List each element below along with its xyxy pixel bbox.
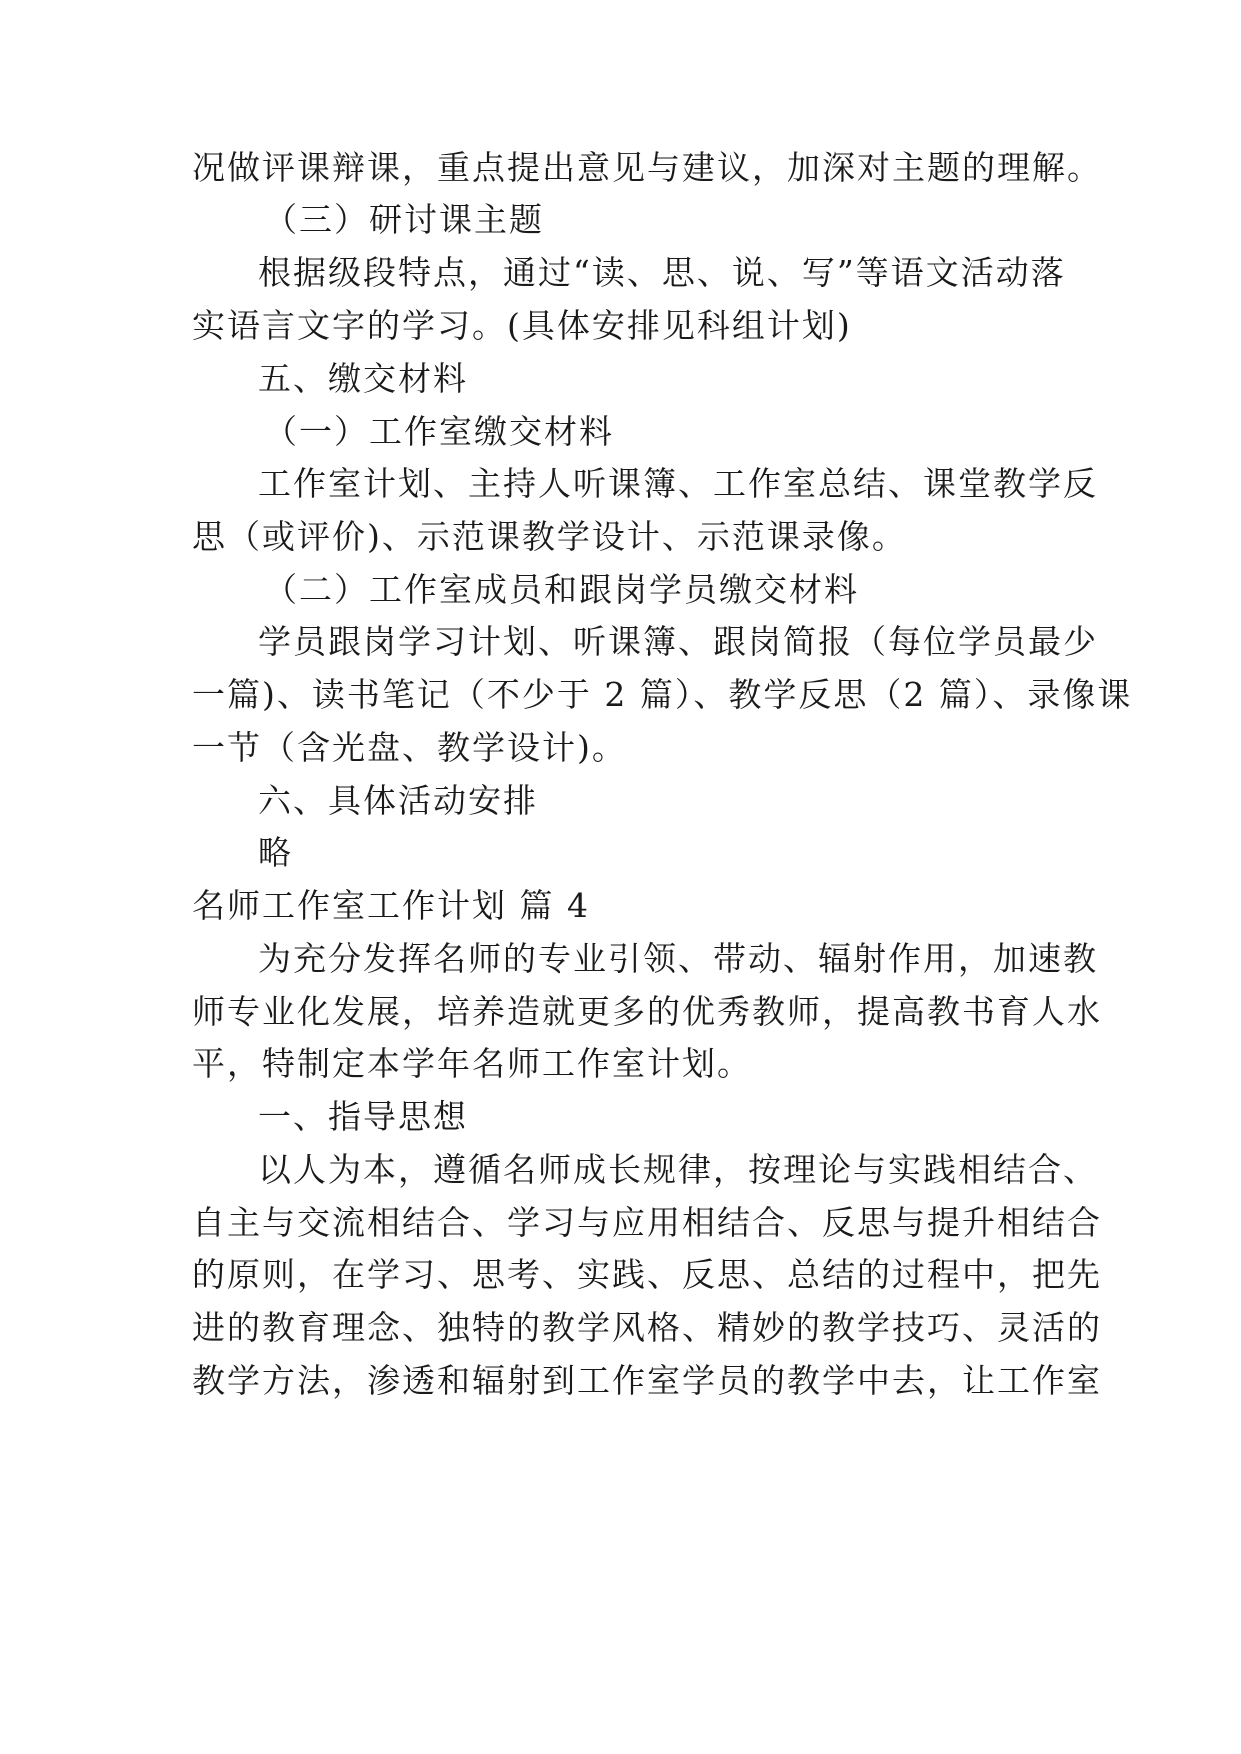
body-text-line: 实语言文字的学习。(具体安排见科组计划) <box>192 306 852 345</box>
body-text-line: 学员跟岗学习计划、听课簿、跟岗简报（每位学员最少 <box>258 622 1098 661</box>
body-text-line: 一节（含光盘、教学设计)。 <box>192 728 627 767</box>
subsection-heading: （一）工作室缴交材料 <box>264 412 614 451</box>
body-text-line: 为充分发挥名师的专业引领、带动、辐射作用，加速教 <box>258 939 1098 978</box>
body-text-line: 略 <box>258 833 293 872</box>
body-text-line: 平，特制定本学年名师工作室计划。 <box>192 1044 752 1083</box>
body-text-line: 思（或评价)、示范课教学设计、示范课录像。 <box>192 517 907 556</box>
body-text-line: 工作室计划、主持人听课簿、工作室总结、课堂教学反 <box>258 464 1098 503</box>
body-text-line: 自主与交流相结合、学习与应用相结合、反思与提升相结合 <box>192 1203 1102 1242</box>
body-text-line: 一篇)、读书笔记（不少于 2 篇）、教学反思（2 篇）、录像课 <box>192 675 1133 714</box>
article-title: 名师工作室工作计划 篇 4 <box>192 886 590 925</box>
section-heading: 五、缴交材料 <box>258 359 468 398</box>
subsection-heading: （二）工作室成员和跟岗学员缴交材料 <box>264 570 859 609</box>
section-heading: 一、指导思想 <box>258 1097 468 1136</box>
body-text-line: 以人为本，遵循名师成长规律，按理论与实践相结合、 <box>258 1150 1098 1189</box>
body-text-line: 教学方法，渗透和辐射到工作室学员的教学中去，让工作室 <box>192 1361 1102 1400</box>
body-text-line: 进的教育理念、独特的教学风格、精妙的教学技巧、灵活的 <box>192 1308 1102 1347</box>
body-text-line: 根据级段特点，通过“读、思、说、写”等语文活动落 <box>258 253 1066 292</box>
section-heading: 六、具体活动安排 <box>258 781 538 820</box>
body-text-line: 的原则，在学习、思考、实践、反思、总结的过程中，把先 <box>192 1255 1102 1294</box>
body-text-line: 况做评课辩课，重点提出意见与建议，加深对主题的理解。 <box>192 148 1102 187</box>
subsection-heading: （三）研讨课主题 <box>264 200 544 239</box>
body-text-line: 师专业化发展，培养造就更多的优秀教师，提高教书育人水 <box>192 992 1102 1031</box>
